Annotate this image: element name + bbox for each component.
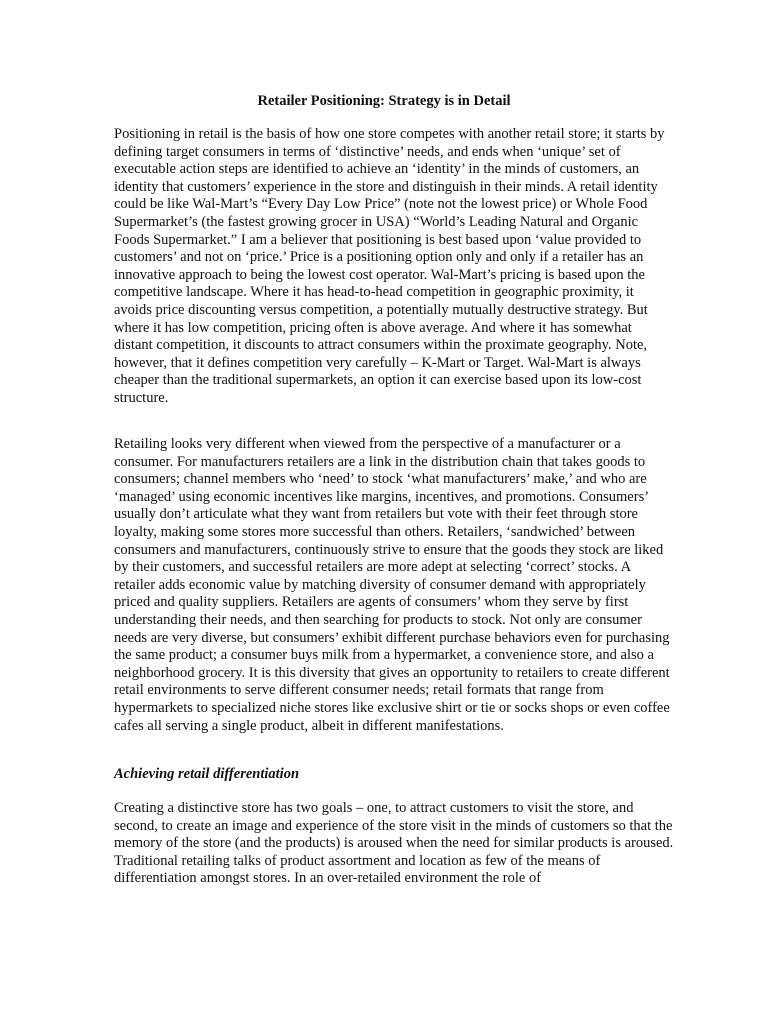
paragraph-retailing-perspective: Retailing looks very different when viewed from the perspective of a manufacturer or a consumer. For manufacturers retailers are a link in the distribution chain that takes goods to consumers; channel members who ‘need’ to stock ‘what manufacturers’ make,’ and who are ‘managed’ using economic incentives like margins, incentives, and promotions. Consumers’ usually don’t articulate what they want from retailers but vote with their feet through store loyalty, making some stores more successful than others. Retailers, ‘sandwiched’ between consumers and manufacturers, continuously strive to ensure that the goods they stock are liked by their customers, and successful retailers are more adept at selecting ‘correct’ stocks. A retailer adds economic value by matching diversity of consumer demand with appropriately priced and quality suppliers. Retailers are agents of consumers’ whom they serve by first understanding their needs, and then searching for products to stock. Not only are consumer needs are very diverse, but consumers’ exhibit different purchase behaviors even for purchasing the same product; a consumer buys milk from a hypermarket, a convenience store, and also a neighborhood grocery. It is this diversity that gives an opportunity to retailers to create different retail environments to serve different consumer needs; retail formats that range from hypermarkets to specialized niche stores like exclusive shirt or tie or socks shops or even coffee cafes all serving a single product, albeit in different manifestations. [114,436,670,734]
document-title: Retailer Positioning: Strategy is in Detail [257,93,511,109]
paragraph-differentiation: Creating a distinctive store has two goals – one, to attract customers to visit the store, and second, to create an image and experience of the store visit in the minds of customers so that the memory of the store (and the products) is aroused when the need for similar products is aroused. Traditional retailing talks of product assortment and location as few of the means of differentiation amongst stores. In an over-retailed environment the role of [114,800,674,887]
paragraph-positioning: Positioning in retail is the basis of how one store competes with another retail store; it starts by defining target consumers in terms of ‘distinctive’ needs, and ends when ‘unique’ set of executable action steps are identified to achieve an ‘identity’ in the minds of customers, an identity that customers’ experience in the store and distinguish in their minds. A retail identity could be like Wal-Mart’s “Every Day Low Price” (note not the lowest price) or Whole Food Supermarket’s (the fastest growing grocer in USA) “World’s Leading Natural and Organic Foods Supermarket.” I am a believer that positioning is best based upon ‘value provided to customers’ and not on ‘price.’ Price is a positioning option only and only if a retailer has an innovative approach to being the lowest cost operator. Wal-Mart’s pricing is based upon the competitive landscape. Where it has head-to-head competition in geographic proximity, it avoids price discounting versus competition, a potentially mutually destructive strategy. But where it has low competition, pricing often is above average. And where it has somewhat distant competition, it discounts to attract consumers within the proximate geography. Note, however, that it defines competition very carefully – K-Mart or Target. Wal-Mart is always cheaper than the traditional supermarkets, an option it can exercise based upon its low-cost structure. [114,126,665,406]
section-heading: Achieving retail differentiation [114,766,300,782]
